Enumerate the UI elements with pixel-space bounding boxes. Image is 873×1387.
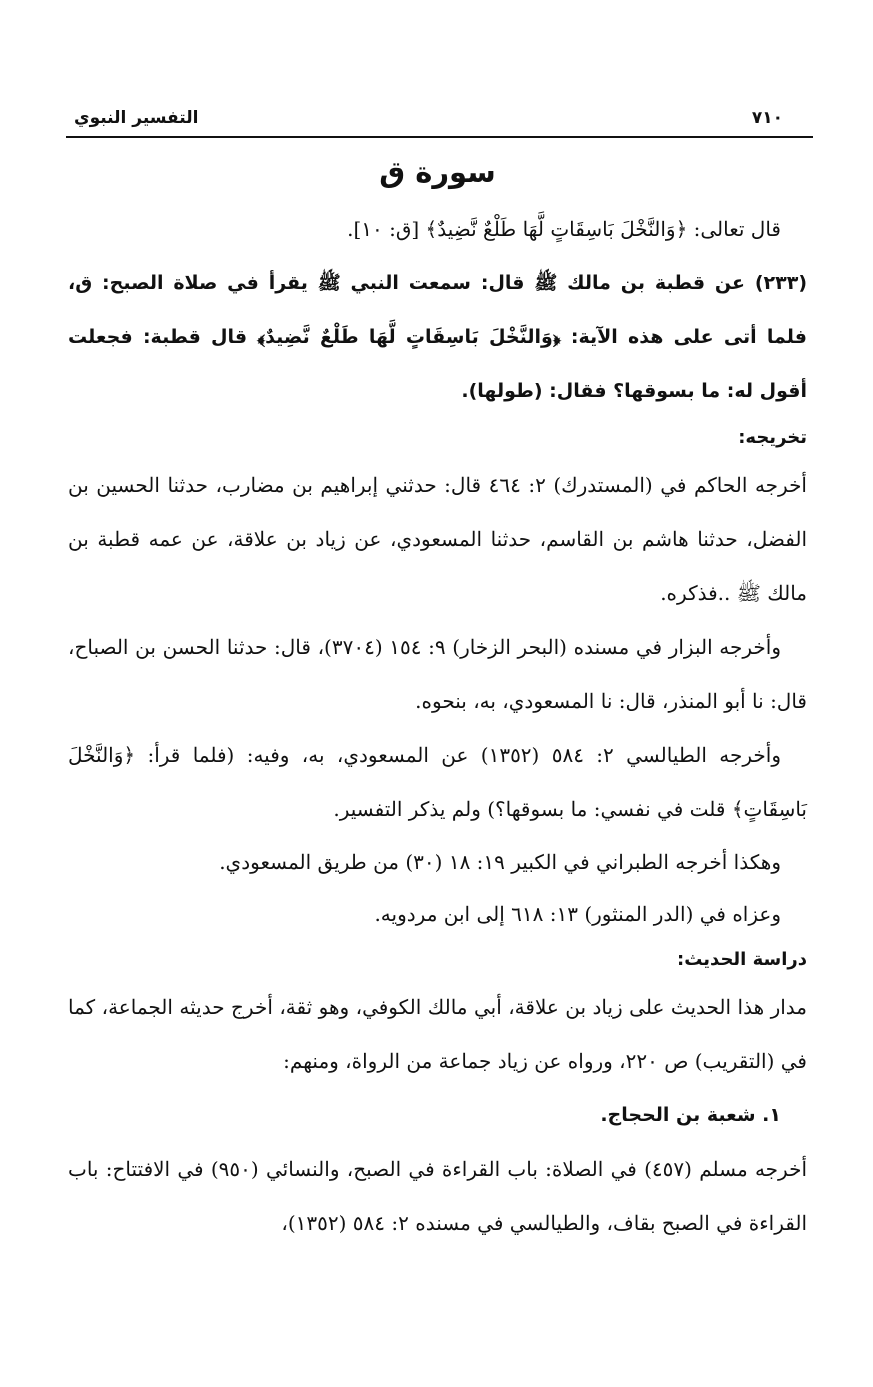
book-title: التفسير النبوي bbox=[74, 108, 199, 128]
sura-title: سورة ق bbox=[379, 155, 496, 189]
takhrij-paragraph-3: وأخرجه الطيالسي ٢: ٥٨٤ (١٣٥٢) عن المسعودي، به، وفيه: (فلما قرأ: ﴿وَالنَّخْلَ بَاسِقَاتٍ﴾ قلت في نفسي: ما بسوقها؟) ولم يذكر التفسير. bbox=[68, 743, 807, 821]
takhrij-paragraph-2: وأخرجه البزار في مسنده (البحر الزخار) ٩: ١٥٤ (٣٧٠٤)، قال: حدثنا الحسن بن الصباح، قال: نا أبو المنذر، قال: نا المسعودي، به، بنحوه. bbox=[68, 635, 807, 713]
takhrij-paragraph-5: وعزاه في (الدر المنثور) ١٣: ٦١٨ إلى ابن مردويه. bbox=[374, 902, 781, 926]
page-body bbox=[68, 150, 807, 1250]
dirasa-heading: دراسة الحديث: bbox=[677, 949, 807, 970]
dirasa-paragraph-2: أخرجه مسلم (٤٥٧) في الصلاة: باب القراءة في الصبح، والنسائي (٩٥٠) في الافتتاح: باب القراءة في الصبح بقاف، والطيالسي في مسنده ٢: ٥٨٤ (١٣٥٢)، bbox=[68, 1157, 808, 1235]
quran-verse-intro: قال تعالى: ﴿وَالنَّخْلَ بَاسِقَاتٍ لَّهَا طَلْعٌ نَّضِيدٌ﴾ [ق: ١٠]. bbox=[347, 217, 781, 241]
running-header bbox=[66, 104, 813, 138]
takhrij-paragraph-4: وهكذا أخرجه الطبراني في الكبير ١٩: ١٨ (٣٠) من طريق المسعودي. bbox=[219, 850, 781, 874]
takhrij-paragraph-1: أخرجه الحاكم في (المستدرك) ٢: ٤٦٤ قال: حدثني إبراهيم بن مضارب، حدثنا الحسين بن الفضل، حدثنا هاشم بن القاسم، حدثنا المسعودي، عن زياد بن علاقة، عن عمه قطبة بن مالك ﷺ ..فذكره. bbox=[68, 473, 808, 605]
hadith-text: (٢٣٣) عن قطبة بن مالك ﷺ قال: سمعت النبي ﷺ يقرأ في صلاة الصبح: ق، فلما أتى على هذه الآية: ﴿وَالنَّخْلَ بَاسِقَاتٍ لَّهَا طَلْعٌ نَّضِيدٌ﴾ قال قطبة: فجعلت أقول له: ما بسوقها؟ فقال: (طولها). bbox=[68, 272, 807, 402]
takhrij-heading: تخريجه: bbox=[738, 427, 807, 448]
narrator-list-item-1: ١. شعبة بن الحجاج. bbox=[600, 1104, 781, 1126]
page-number: ٧١٠ bbox=[751, 108, 783, 128]
dirasa-paragraph-1: مدار هذا الحديث على زياد بن علاقة، أبي مالك الكوفي، وهو ثقة، أخرج حديثه الجماعة، كما في (التقريب) ص ٢٢٠، ورواه عن زياد جماعة من الرواة، ومنهم: bbox=[68, 995, 807, 1073]
